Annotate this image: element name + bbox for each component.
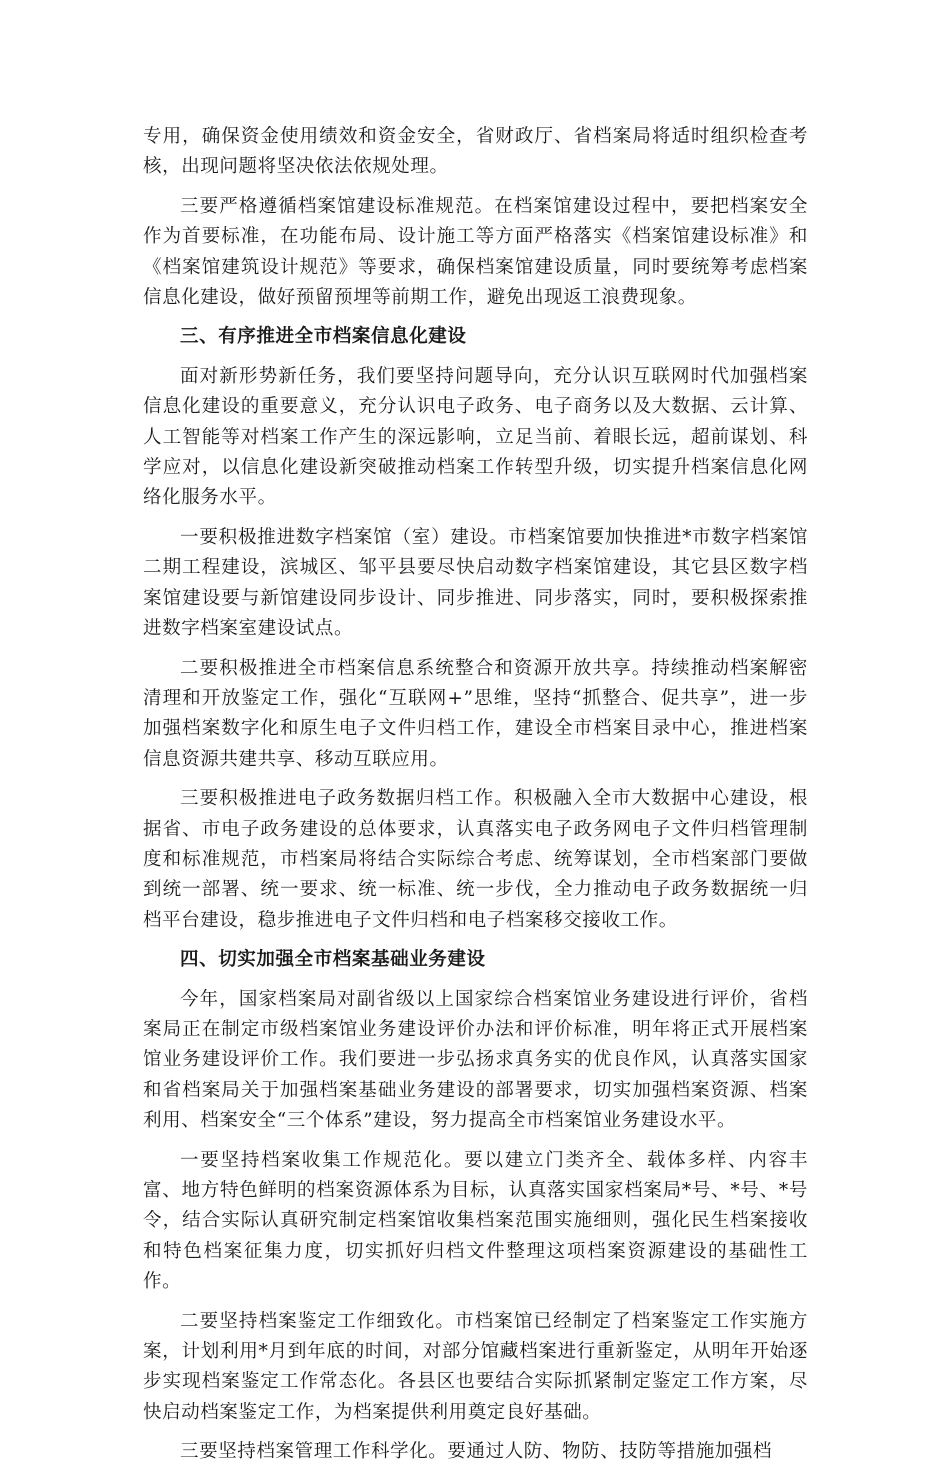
paragraph: 面对新形势新任务，我们要坚持问题导向，充分认识互联网时代加强档案信息化建设的重要意义，充分认识电子政务、电子商务以及大数据、云计算、人工智能等对档案工作产生的深远影响，立足当前、着眼长远，超前谋划、科学应对，以信息化建设新突破推动档案工作转型升级，切实提升档案信息化网络化服务水平。	[143, 365, 808, 509]
paragraph: 专用，确保资金使用绩效和资金安全，省财政厅、省档案局将适时组织检查考核，出现问题将坚决依法依规处理。	[143, 126, 808, 178]
paragraph: 一要积极推进数字档案馆（室）建设。市档案馆要加快推进*市数字档案馆二期工程建设，滨城区、邹平县要尽快启动数字档案馆建设，其它县区数字档案馆建设要与新馆建设同步设计、同步推进、同步落实，同时，要积极探索推进数字档案室建设试点。	[143, 526, 808, 640]
section-heading: 三、有序推进全市档案信息化建设	[180, 326, 467, 348]
paragraph: 三要坚持档案管理工作科学化。要通过人防、物防、技防等措施加强档	[180, 1441, 773, 1463]
paragraph: 一要坚持档案收集工作规范化。要以建立门类齐全、载体多样、内容丰富、地方特色鲜明的档案资源体系为目标，认真落实国家档案局*号、*号、*号令，结合实际认真研究制定档案馆收集档案范围实施细则，强化民生档案接收和特色档案征集力度，切实抓好归档文件整理这项档案资源建设的基础性工作。	[143, 1149, 808, 1293]
paragraph: 二要坚持档案鉴定工作细致化。市档案馆已经制定了档案鉴定工作实施方案，计划利用*月到年底的时间，对部分馆藏档案进行重新鉴定，从明年开始逐步实现档案鉴定工作常态化。各县区也要结合实际抓紧制定鉴定工作方案，尽快启动档案鉴定工作，为档案提供利用奠定良好基础。	[143, 1310, 808, 1423]
document-page	[143, 122, 808, 1477]
paragraph: 三要严格遵循档案馆建设标准规范。在档案馆建设过程中，要把档案安全作为首要标准，在功能布局、设计施工等方面严格落实《档案馆建设标准》和《档案馆建筑设计规范》等要求，确保档案馆建设质量，同时要统筹考虑档案信息化建设，做好预留预埋等前期工作，避免出现返工浪费现象。	[143, 195, 808, 309]
paragraph: 三要积极推进电子政务数据归档工作。积极融入全市大数据中心建设，根据省、市电子政务建设的总体要求，认真落实电子政务网电子文件归档管理制度和标准规范，市档案局将结合实际综合考虑、统筹谋划，全市档案部门要做到统一部署、统一要求、统一标准、统一步伐，全力推动电子政务数据统一归档平台建设，稳步推进电子文件归档和电子档案移交接收工作。	[143, 788, 808, 931]
section-heading: 四、切实加强全市档案基础业务建设	[180, 949, 486, 971]
paragraph: 今年，国家档案局对副省级以上国家综合档案馆业务建设进行评价，省档案局正在制定市级档案馆业务建设评价办法和评价标准，明年将正式开展档案馆业务建设评价工作。我们要进一步弘扬求真务实的优良作风，认真落实国家和省档案局关于加强档案基础业务建设的部署要求，切实加强档案资源、档案利用、档案安全“三个体系”建设，努力提高全市档案馆业务建设水平。	[143, 988, 808, 1132]
paragraph: 二要积极推进全市档案信息系统整合和资源开放共享。持续推动档案解密清理和开放鉴定工作，强化“互联网+”思维，坚持“抓整合、促共享”，进一步加强档案数字化和原生电子文件归档工作，建设全市档案目录中心，推进档案信息资源共建共享、移动互联应用。	[143, 657, 808, 770]
